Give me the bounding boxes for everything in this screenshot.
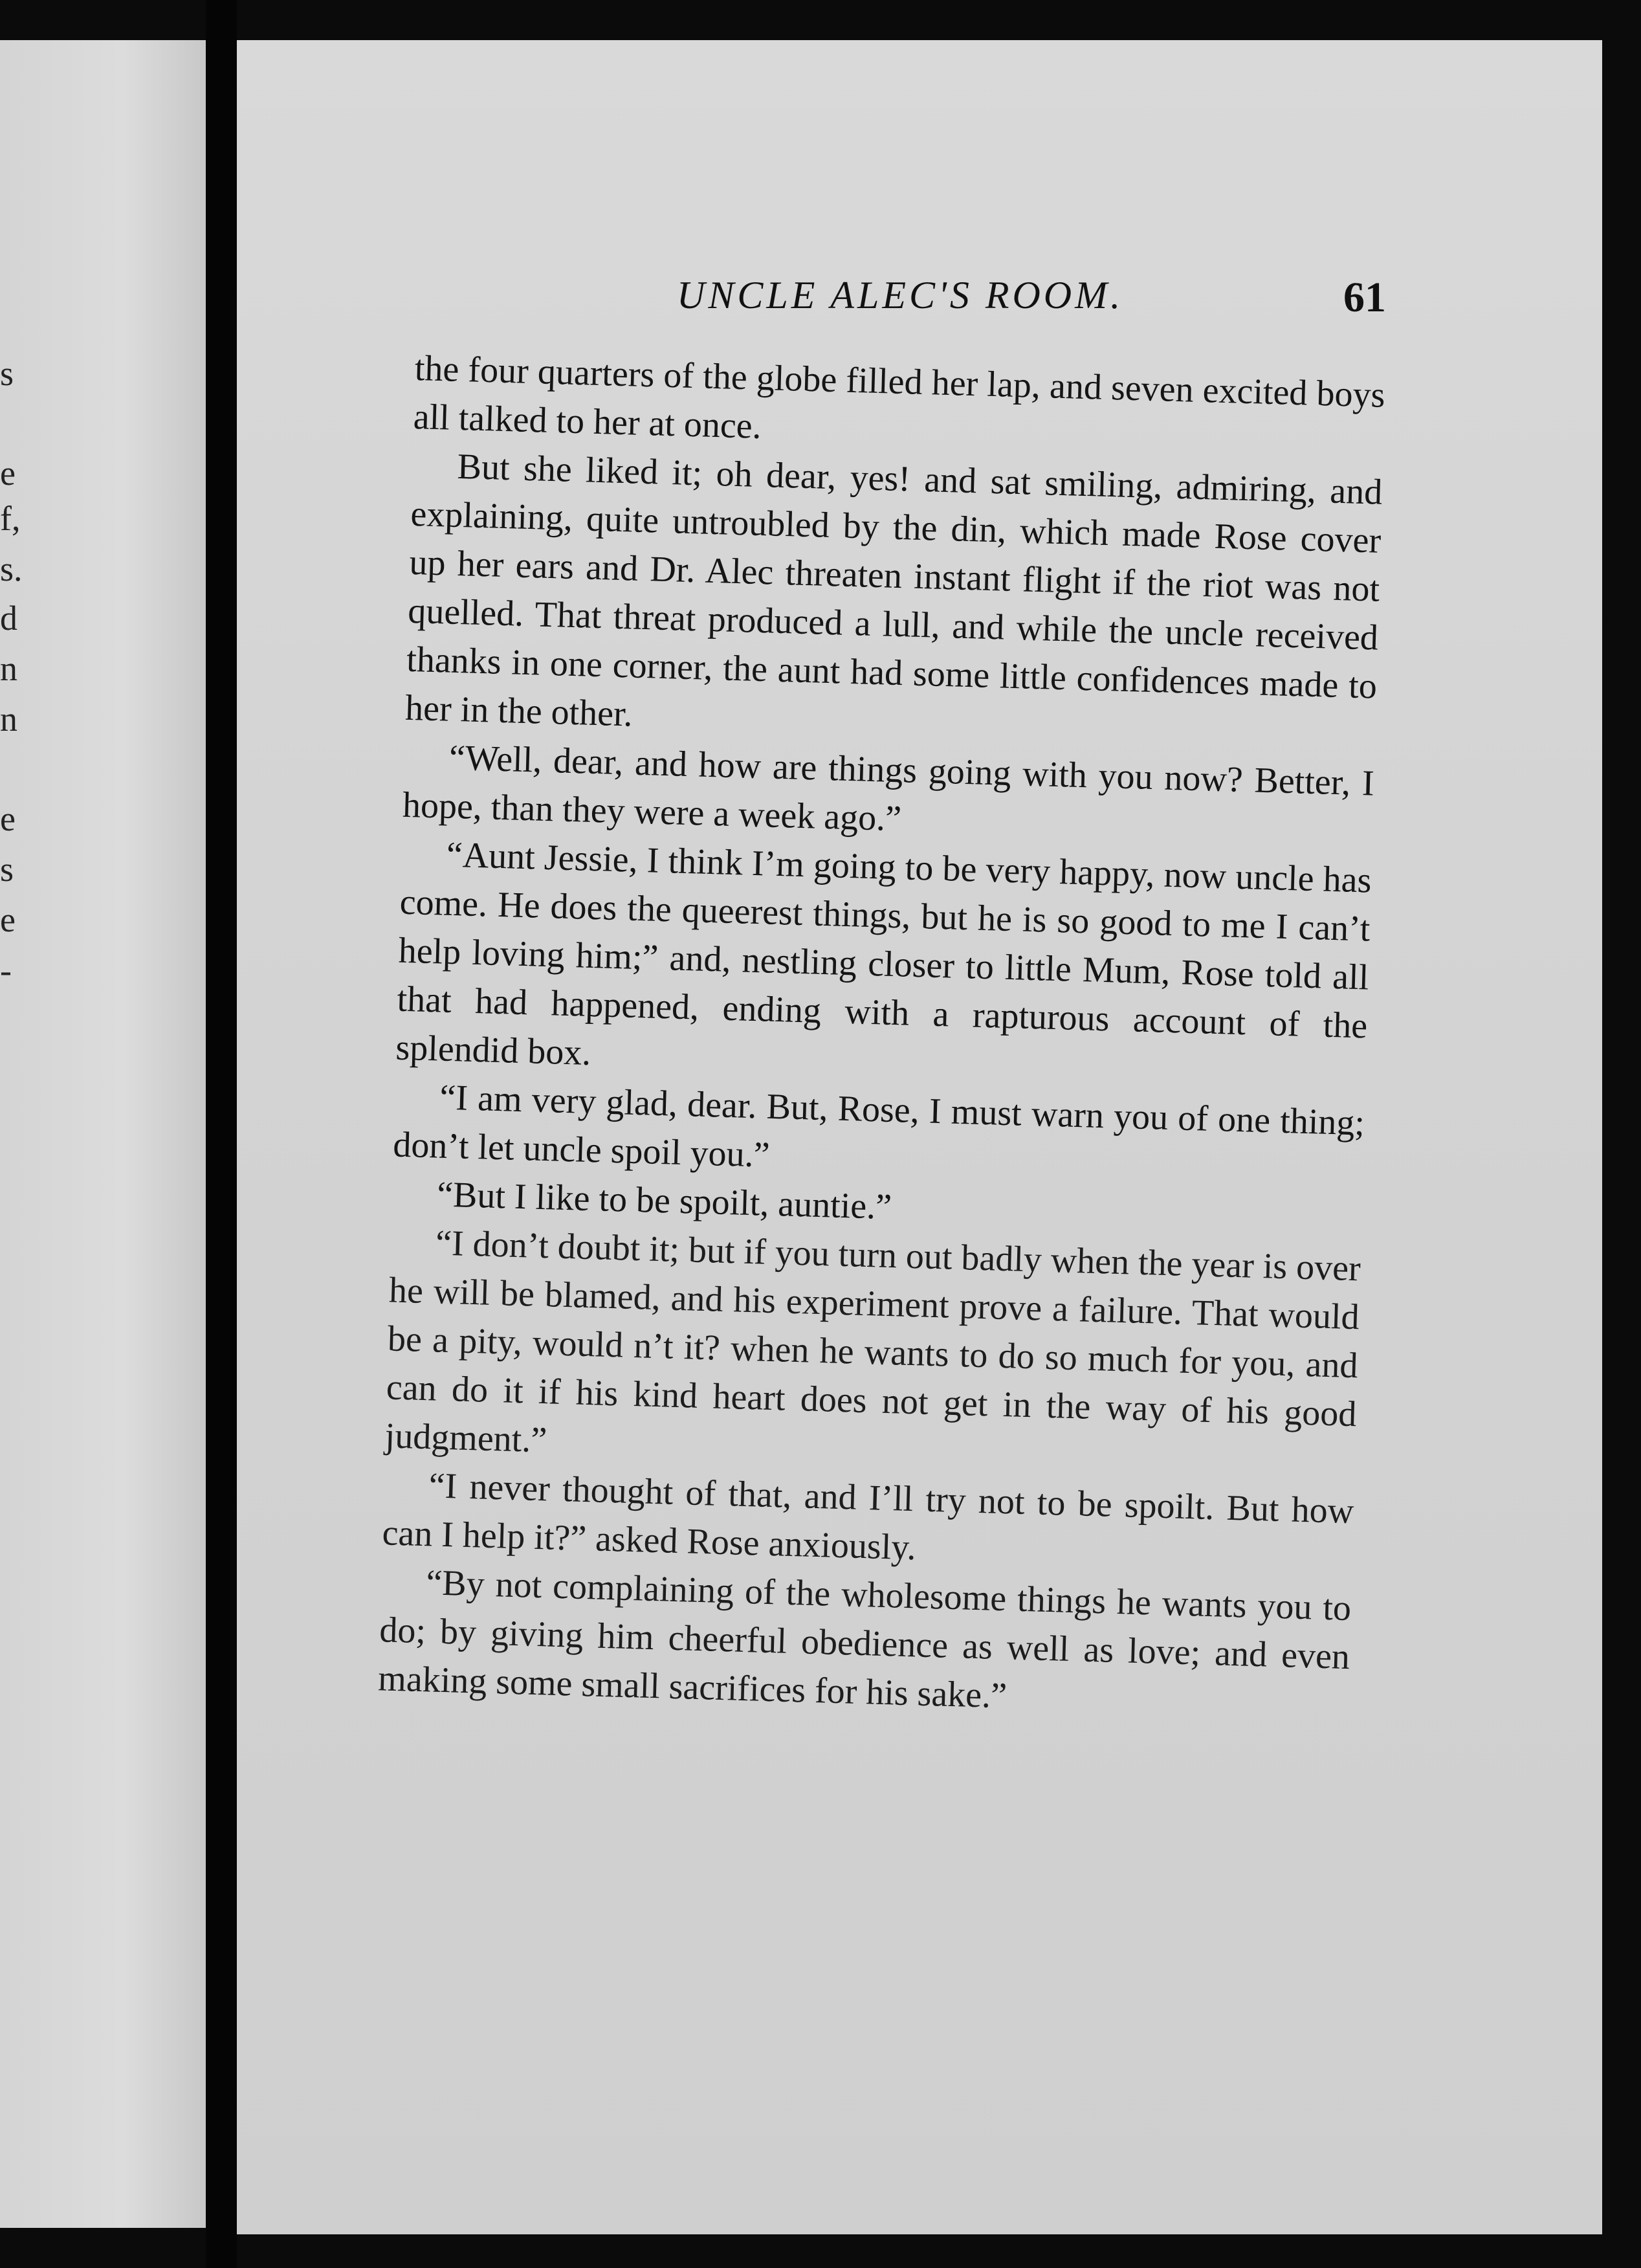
facing-page-edge xyxy=(0,40,206,2228)
facing-page-fragment: f, xyxy=(0,499,21,538)
facing-page-fragment: e xyxy=(0,454,16,493)
paragraph: “Well, dear, and how are things going with you now? Better, I hope, than they were a week ago.” xyxy=(402,737,1375,839)
facing-page-fragment: s. xyxy=(0,550,23,588)
paragraph: “But I like to be spoilt, auntie.” xyxy=(436,1174,892,1228)
page-number: 61 xyxy=(1343,274,1386,321)
running-head: UNCLE ALEC'S ROOM. xyxy=(677,274,1124,317)
book-page xyxy=(237,40,1602,2234)
book-gutter xyxy=(206,0,237,2268)
paragraph: “Aunt Jessie, I think I’m going to be very happy, now uncle has come. He does the queerest things, but he is so good to me I can’t help loving him;” and, nestling closer to little Mum, Rose told all that had happened, ending with a rapturous account of the splendid box. xyxy=(395,834,1372,1073)
facing-page-fragments xyxy=(0,40,206,2228)
facing-page-fragment: e xyxy=(0,799,16,838)
facing-page-fragment: s xyxy=(0,354,14,393)
paragraph: “I don’t doubt it; but if you turn out badly when the year is over he will be blamed, and his experiment prove a failure. That would be a pity, would n’t it? when he wants to do so much for you, and can do it if his kind heart does not get in the way of his good judgment.” xyxy=(384,1223,1361,1461)
paragraph: “I am very glad, dear. But, Rose, I must warn you of one thing; don’t let uncle spoil you.” xyxy=(392,1077,1365,1175)
paragraph: the four quarters of the globe filled her lap, and seven excited boys all talked to her at once. xyxy=(413,348,1386,447)
body-text xyxy=(377,344,1385,1730)
facing-page-fragment: s xyxy=(0,850,14,889)
paragraph: But she liked it; oh dear, yes! and sat smiling, admiring, and explaining, quite untroubled by the din, which made Rose cover up her ears and Dr. Alec threaten instant flight if the riot was not quelled. That threat produced a lull, and while the uncle received thanks in one corner, the aunt had some little confidences made to her in the other. xyxy=(404,446,1383,735)
facing-page-fragment: e xyxy=(0,900,16,939)
paragraph: “By not complaining of the wholesome things he wants you to do; by giving him cheerful obedience as well as love; and even making some small sacrifices for his sake.” xyxy=(377,1562,1352,1717)
facing-page-fragment: n xyxy=(0,700,17,739)
paragraph: “I never thought of that, and I’ll try not to be spoilt. But how can I help it?” asked Rose anxiously. xyxy=(381,1465,1355,1568)
facing-page-fragment: n xyxy=(0,649,17,688)
facing-page-fragment: d xyxy=(0,599,17,638)
facing-page-fragment: - xyxy=(0,951,12,990)
